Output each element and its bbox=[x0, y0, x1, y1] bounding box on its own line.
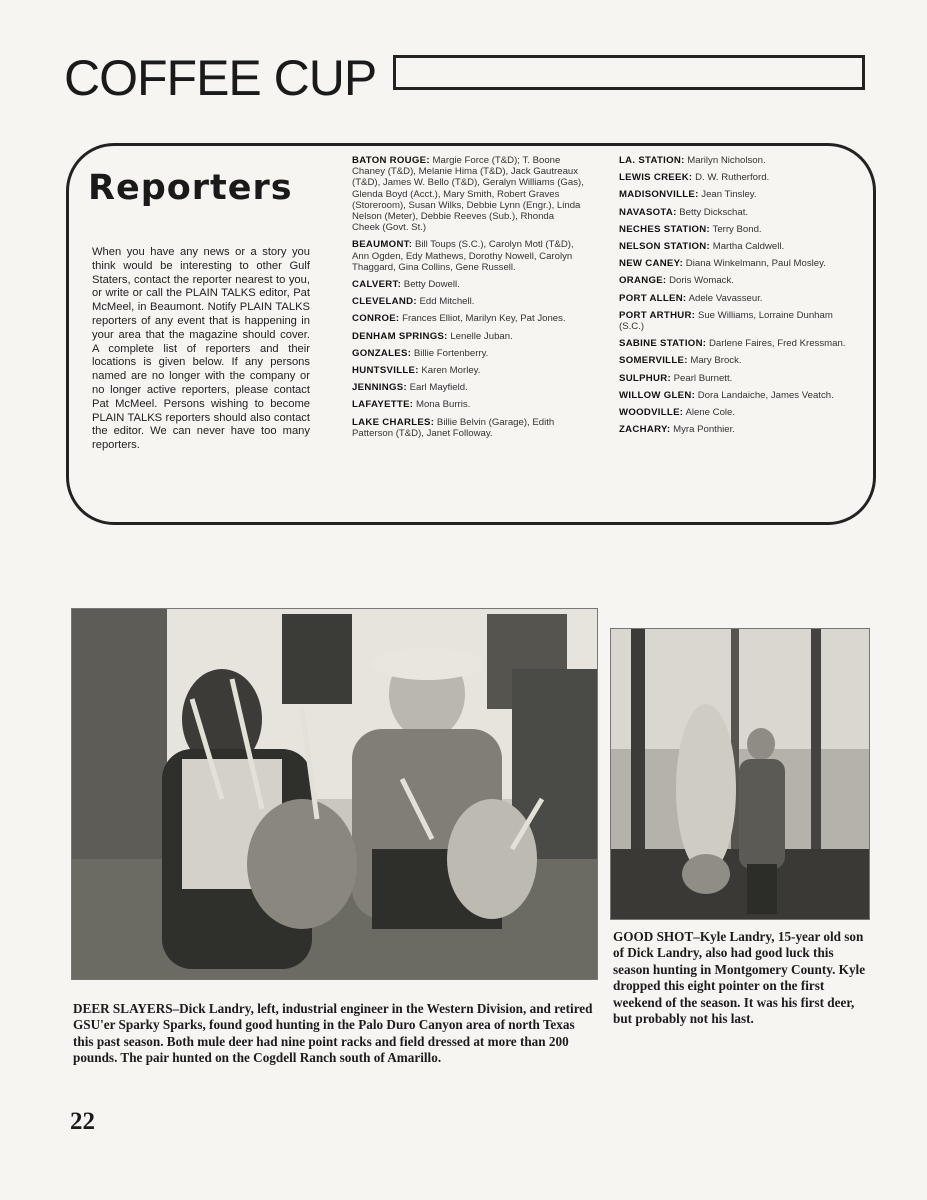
reporter-names: Mona Burris. bbox=[415, 399, 471, 411]
reporter-location: NELSON STATION: bbox=[619, 241, 711, 253]
reporter-entry bbox=[619, 241, 855, 252]
reporter-location: CONROE: bbox=[352, 313, 400, 325]
good-shot-illustration bbox=[611, 629, 869, 919]
reporter-names: Bill Toups (S.C.), Carolyn Motl (T&D), Ann Ogden, Edy Mathews, Dorothy Nowell, Carolyn Thaggard, Gina Collins, Gene Russell. bbox=[352, 239, 574, 273]
reporter-entry bbox=[619, 355, 855, 366]
reporter-names: Margie Force (T&D); T. Boone Chaney (T&D), Melanie Hima (T&D), Jack Gautreaux (T&D), James W. Bello (T&D), Geralyn Williams (Gas), Glenda Boyd (Acct.), Mary Smith, Robert Graves (Storeroom), Susan Wilks, Debbie Lynn (Engr.), Linda Nelson (Meter), Debbie Reeves (Sub.), Rhonda Cheek (Govt. St.) bbox=[352, 155, 584, 234]
reporter-location: ZACHARY: bbox=[619, 424, 671, 436]
reporter-entry bbox=[619, 275, 855, 286]
reporter-location: NAVASOTA: bbox=[619, 206, 677, 218]
reporter-location: MADISONVILLE: bbox=[619, 189, 699, 201]
reporter-location: SABINE STATION: bbox=[619, 338, 707, 350]
reporter-names: Doris Womack. bbox=[669, 275, 734, 287]
reporter-names: Terry Bond. bbox=[712, 223, 762, 235]
reporter-entry bbox=[352, 296, 584, 307]
reporter-names: Lenelle Juban. bbox=[450, 330, 513, 342]
reporter-entry bbox=[619, 258, 855, 269]
reporter-entry bbox=[619, 390, 855, 401]
reporter-names: Martha Caldwell. bbox=[712, 241, 785, 253]
reporter-location: LAFAYETTE: bbox=[352, 399, 414, 411]
reporter-location: ORANGE: bbox=[619, 275, 667, 287]
reporter-entry bbox=[619, 407, 855, 418]
reporter-entry bbox=[619, 207, 855, 218]
reporter-location: PORT ARTHUR: bbox=[619, 309, 696, 321]
reporter-names: Billie Fortenberry. bbox=[413, 347, 489, 359]
reporter-names: Betty Dowell. bbox=[403, 279, 460, 291]
masthead-title: COFFEE CUP bbox=[64, 50, 377, 106]
reporter-entry bbox=[619, 172, 855, 183]
reporter-names: Frances Elliot, Marilyn Key, Pat Jones. bbox=[402, 313, 566, 325]
reporter-location: SOMERVILLE: bbox=[619, 355, 688, 367]
reporter-location: LAKE CHARLES: bbox=[352, 416, 435, 428]
reporters-intro: When you have any news or a story you think would be interesting to other Gulf Staters, contact the reporter nearest to you, or write or call the PLAIN TALKS editor, Pat McMeel, in Beaumont. Notify PLAIN TALKS reporters of any event that is happening in your area that the magazine should cover. A complete list of reporters and their locations is given below. If any persons named are no longer with the company or no longer active reporters, please contact Pat McMeel. Persons wishing to become PLAIN TALKS reporters should also contact the editor. We can never have too many reporters. bbox=[92, 246, 310, 452]
reporter-location: JENNINGS: bbox=[352, 382, 407, 394]
reporter-location: NECHES STATION: bbox=[619, 223, 711, 235]
reporters-heading: Reporters bbox=[88, 168, 293, 208]
reporter-entry bbox=[619, 310, 855, 332]
masthead-rule-box bbox=[393, 55, 865, 90]
reporter-location: DENHAM SPRINGS: bbox=[352, 330, 448, 342]
reporter-names: Mary Brock. bbox=[690, 355, 742, 367]
reporter-names: Earl Mayfield. bbox=[409, 382, 468, 394]
reporter-location: PORT ALLEN: bbox=[619, 292, 687, 304]
deer-slayers-illustration bbox=[72, 609, 597, 979]
reporters-column-1 bbox=[352, 155, 584, 445]
reporter-entry bbox=[619, 189, 855, 200]
reporter-entry bbox=[352, 365, 584, 376]
reporter-names: Adele Vavasseur. bbox=[688, 292, 763, 304]
reporter-names: Diana Winkelmann, Paul Mosley. bbox=[685, 258, 826, 270]
reporter-names: Jean Tinsley. bbox=[701, 189, 757, 201]
reporter-location: BATON ROUGE: bbox=[352, 155, 430, 166]
reporter-entry bbox=[352, 417, 584, 439]
reporter-names: Darlene Faires, Fred Kressman. bbox=[708, 338, 846, 350]
reporter-entry bbox=[619, 424, 855, 435]
reporter-location: LA. STATION: bbox=[619, 155, 685, 166]
page-number: 22 bbox=[70, 1108, 95, 1135]
reporter-entry bbox=[352, 279, 584, 290]
reporter-entry bbox=[352, 399, 584, 410]
reporter-location: GONZALES: bbox=[352, 347, 412, 359]
reporter-location: NEW CANEY: bbox=[619, 258, 684, 270]
good-shot-photo bbox=[610, 628, 870, 920]
deer-slayers-photo bbox=[71, 608, 598, 980]
reporter-entry bbox=[352, 382, 584, 393]
reporters-column-2 bbox=[619, 155, 855, 441]
reporter-location: WOODVILLE: bbox=[619, 407, 684, 419]
reporter-entry bbox=[352, 331, 584, 342]
reporter-location: SULPHUR: bbox=[619, 372, 671, 384]
reporter-names: Sue Williams, Lorraine Dunham (S.C.) bbox=[619, 309, 833, 333]
reporter-entry bbox=[352, 348, 584, 359]
reporter-location: CLEVELAND: bbox=[352, 296, 417, 308]
reporter-location: HUNTSVILLE: bbox=[352, 365, 419, 377]
reporter-names: Pearl Burnett. bbox=[673, 372, 733, 384]
reporter-names: Dora Landaiche, James Veatch. bbox=[697, 389, 834, 401]
reporter-location: CALVERT: bbox=[352, 279, 402, 291]
reporter-entry bbox=[352, 155, 584, 233]
reporter-entry bbox=[352, 239, 584, 273]
reporter-names: Billie Belvin (Garage), Edith Patterson (T&D), Janet Followay. bbox=[352, 416, 555, 439]
reporter-names: Myra Ponthier. bbox=[673, 424, 735, 436]
reporter-names: Marilyn Nicholson. bbox=[687, 155, 766, 166]
reporter-names: Betty Dickschat. bbox=[679, 206, 749, 218]
reporter-entry bbox=[619, 155, 855, 166]
reporter-names: Karen Morley. bbox=[421, 365, 481, 377]
reporter-entry bbox=[619, 373, 855, 384]
reporter-location: BEAUMONT: bbox=[352, 239, 413, 251]
reporter-entry bbox=[352, 313, 584, 324]
reporter-location: LEWIS CREEK: bbox=[619, 172, 693, 184]
deer-slayers-caption: DEER SLAYERS–Dick Landry, left, industrial engineer in the Western Division, and retired GSU'er Sparky Sparks, found good hunting in the Palo Duro Canyon area of north Texas this past season. Both mule deer had nine point racks and field dressed at more than 200 pounds. The pair hunted on the Cogdell Ranch south of Amarillo. bbox=[73, 1001, 593, 1066]
reporter-names: Alene Cole. bbox=[685, 407, 736, 419]
reporter-entry bbox=[619, 224, 855, 235]
reporter-entry bbox=[619, 293, 855, 304]
reporter-entry bbox=[619, 338, 855, 349]
good-shot-caption: GOOD SHOT–Kyle Landry, 15-year old son of Dick Landry, also had good luck this season hunting in Montgomery County. Kyle dropped this eight pointer on the first weekend of the season. It was his first deer, but probably not his last. bbox=[613, 929, 866, 1027]
reporter-location: WILLOW GLEN: bbox=[619, 389, 696, 401]
reporter-names: Edd Mitchell. bbox=[419, 296, 475, 308]
reporter-names: D. W. Rutherford. bbox=[695, 172, 770, 184]
